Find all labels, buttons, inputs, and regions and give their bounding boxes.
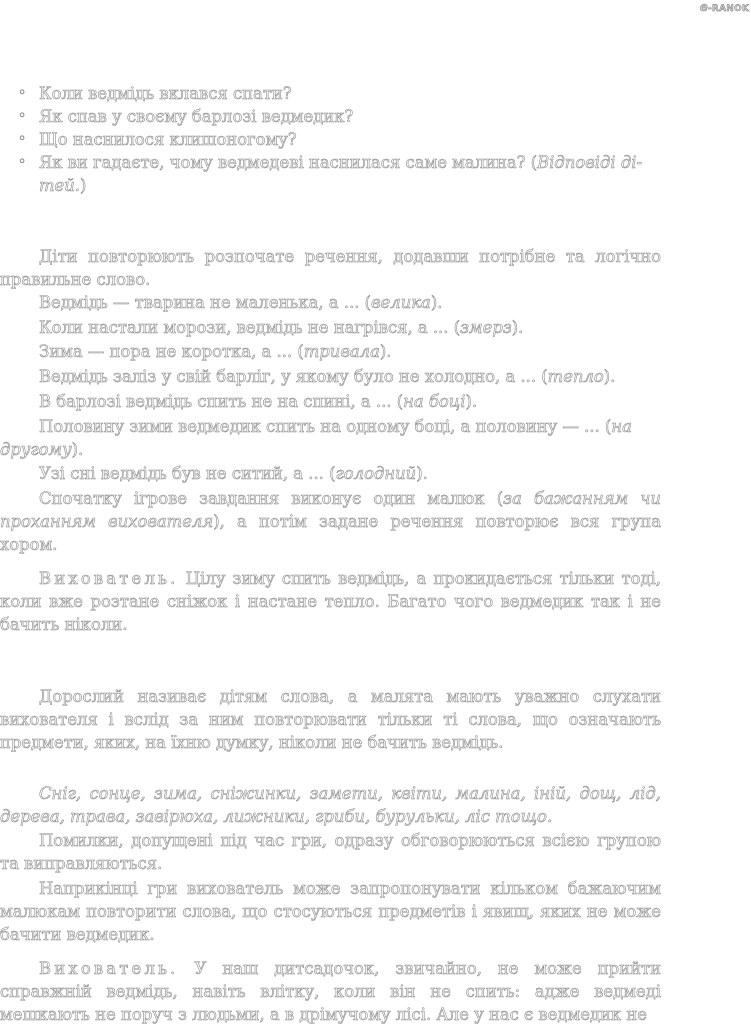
sentence-text: Зима — пора не коротка, а ... ( bbox=[39, 342, 304, 361]
bullet-icon: ◦ bbox=[18, 154, 27, 170]
teacher-paragraph-2 bbox=[0, 957, 661, 1026]
sentence-text: Ведмідь — тварина не маленька, а ... ( bbox=[39, 293, 372, 312]
sentence-answer: тепло bbox=[547, 367, 604, 386]
bullet-icon: ◦ bbox=[18, 131, 27, 147]
question-note-close: ) bbox=[80, 176, 87, 195]
sentence-end: ). bbox=[71, 440, 84, 459]
sentence-answer: тривала bbox=[303, 342, 380, 361]
sentence-end: ). bbox=[603, 367, 616, 386]
sentence-end: ). bbox=[430, 293, 443, 312]
sentence-end: ). bbox=[465, 392, 478, 411]
logo-name: -RANOK bbox=[708, 4, 749, 14]
question-text: Що наснилося клишоногому? bbox=[39, 130, 297, 149]
intro-paragraph: Діти повторюють розпочате речення, додавши потрібне та логічно правильне слово. bbox=[0, 247, 661, 289]
sentence-line bbox=[39, 462, 428, 485]
word-list: Сніг, сонце, зима, сніжинки, замети, квіти, малина, іній, дощ, лід, дерева, трава, завірюха, лижники, гриби, бурульки, ліс тощо. bbox=[0, 784, 661, 826]
teacher-paragraph-1 bbox=[0, 567, 661, 636]
sentence-text: Половину зими ведмедик спить на одному боці, а половину — ... ( bbox=[39, 417, 612, 436]
task-note: за бажанням чи проханням вихователя bbox=[0, 489, 661, 531]
list-item bbox=[16, 128, 661, 151]
question-text: Коли ведмідь вклався спати? bbox=[39, 84, 292, 103]
sentence-line bbox=[39, 340, 392, 363]
sentence-text: Коли настали морози, ведмідь не нагрівся, а ... ( bbox=[39, 318, 461, 337]
speaker-label: Вихователь. bbox=[39, 959, 179, 978]
bullet-icon: ◦ bbox=[18, 85, 27, 101]
sentence-end: ). bbox=[511, 318, 524, 337]
errors-paragraph: Помилки, допущені під час гри, одразу обговорюються всією групою та виправляються. bbox=[0, 831, 661, 873]
sentence-paragraph bbox=[0, 415, 661, 461]
question-text: Як спав у своєму барлозі ведмедик? bbox=[39, 107, 354, 126]
sentence-answer: на bbox=[611, 417, 632, 436]
teacher-text: Цілу зиму спить ведмідь, а прокидається тільки тоді, коли вже розтане сніжок і настане тепло. Багато чого ведмедик так і не бачить ніколи. bbox=[0, 569, 661, 634]
question-note-cont: тей. bbox=[39, 176, 81, 195]
sentence-line bbox=[39, 291, 442, 314]
task-text-end: ), а потім задане речення повторює вся група хором. bbox=[0, 512, 661, 554]
sentence-text: Узі сні ведмідь був не ситий, а ... ( bbox=[39, 464, 336, 483]
task-text: Спочатку ігрове завдання виконує один малюк ( bbox=[39, 489, 504, 508]
finale-paragraph: Наприкінці гри вихователь може запропонувати кільком бажаючим малюкам повторити слова, що стосуються предметів і явищ, яких не може бачити ведмедик. bbox=[0, 879, 661, 944]
list-item bbox=[16, 151, 661, 197]
sentence-answer: на боці bbox=[403, 392, 466, 411]
list-item bbox=[16, 82, 661, 105]
sentence-text: В барлозі ведмідь спить не на спині, а ... ( bbox=[39, 392, 404, 411]
question-list bbox=[16, 82, 661, 197]
question-text: Як ви гадаєте, чому ведмедеві наснилася саме малина? ( bbox=[39, 153, 538, 172]
sentence-text: Ведмідь заліз у свій барліг, у якому було не холодно, а ... ( bbox=[39, 367, 548, 386]
adult-paragraph: Дорослий називає дітям слова, а малята мають уважно слухати вихователя і вслід за ним повторювати тільки ті слова, що означають предмети, яких, на їхню думку, ніколи не бачить ведмідь. bbox=[0, 687, 661, 752]
sentence-answer-cont: другому bbox=[0, 440, 72, 459]
speaker-label: Вихователь. bbox=[39, 569, 179, 588]
sentence-line bbox=[39, 316, 523, 339]
sentence-line bbox=[39, 365, 615, 388]
sentence-end: ). bbox=[379, 342, 392, 361]
task-paragraph bbox=[0, 487, 661, 556]
publisher-logo bbox=[700, 0, 749, 14]
list-item bbox=[16, 105, 661, 128]
sentence-end: ). bbox=[416, 464, 428, 483]
question-note: Відповіді ді- bbox=[537, 153, 642, 172]
sentence-answer: велика bbox=[371, 293, 431, 312]
teacher-text: У наш дитсадочок, звичайно, не може прийти справжній ведмідь, навіть влітку, коли він не спить: адже ведмеді мешкають не поруч з людьми, а в дрімучому лісі. Але у нас є ведмедик не bbox=[0, 959, 661, 1024]
sentence-answer: голодний bbox=[335, 464, 417, 483]
sentence-answer: змерз bbox=[460, 318, 512, 337]
bullet-icon: ◦ bbox=[18, 108, 27, 124]
sentence-line bbox=[39, 390, 477, 413]
logo-prefix: e bbox=[699, 0, 708, 14]
